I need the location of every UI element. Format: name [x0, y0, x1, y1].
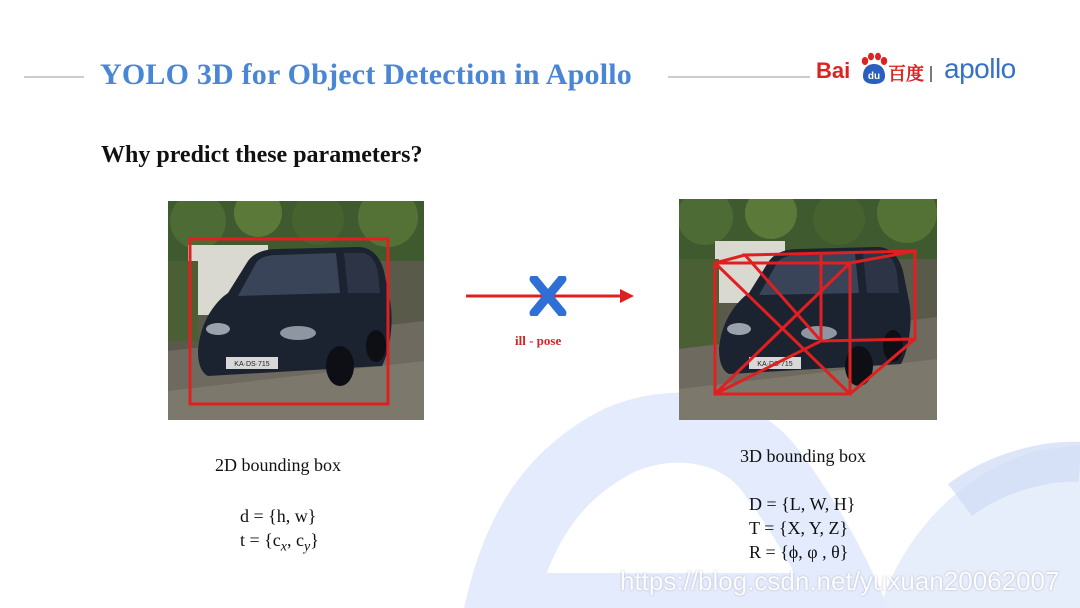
- question-heading: Why predict these parameters?: [101, 142, 423, 168]
- eq-2d-center-sep: ,: [287, 530, 297, 550]
- photo-3d-example: [679, 199, 937, 420]
- ill-pose-arrow: [462, 276, 637, 316]
- baidu-apollo-logo: [816, 52, 1036, 92]
- logo-bai-text: Bai: [816, 58, 851, 83]
- photo-2d-example: [168, 201, 424, 420]
- logo-chinese-text: 百度: [888, 64, 924, 85]
- logo-separator: [930, 66, 932, 82]
- caption-3d: 3D bounding box: [740, 446, 866, 466]
- car-photo-3d: [679, 199, 937, 420]
- eq-2d-center-c1: c: [272, 530, 281, 550]
- watermark-url: https://blog.csdn.net/yuxuan20062007: [620, 566, 1060, 596]
- eq-2d-dims: d = {h, w}: [240, 506, 317, 526]
- eq-2d-center-c2: c: [296, 530, 305, 550]
- eq-2d-center-suffix: }: [310, 530, 319, 550]
- logo-paw-text: du: [867, 71, 881, 82]
- license-plate-3d: KA·DS·715: [757, 361, 793, 368]
- eq-2d-center-sub-x: x: [280, 539, 288, 555]
- arrowhead-icon: [620, 289, 634, 303]
- eq-3d-translation: T = {X, Y, Z}: [749, 518, 849, 538]
- eq-2d-center: [240, 530, 319, 556]
- eq-3d-dims: D = {L, W, H}: [749, 494, 856, 514]
- car-photo-2d: [168, 201, 424, 420]
- logo-apollo-text: apollo: [944, 53, 1016, 84]
- license-plate: KA·DS·715: [234, 361, 270, 368]
- ill-pose-label: ill - pose: [515, 333, 562, 348]
- slide-title: YOLO 3D for Object Detection in Apollo: [100, 58, 632, 91]
- baidu-paw-icon: [858, 52, 890, 86]
- title-rule-left: [24, 76, 84, 78]
- eq-2d-center-sub-y: y: [304, 539, 311, 555]
- eq-3d-rotation: R = {ϕ, φ , θ}: [749, 542, 849, 562]
- caption-2d: 2D bounding box: [215, 455, 341, 475]
- eq-2d-center-prefix: t = {: [240, 530, 273, 550]
- title-rule-right: [668, 76, 810, 78]
